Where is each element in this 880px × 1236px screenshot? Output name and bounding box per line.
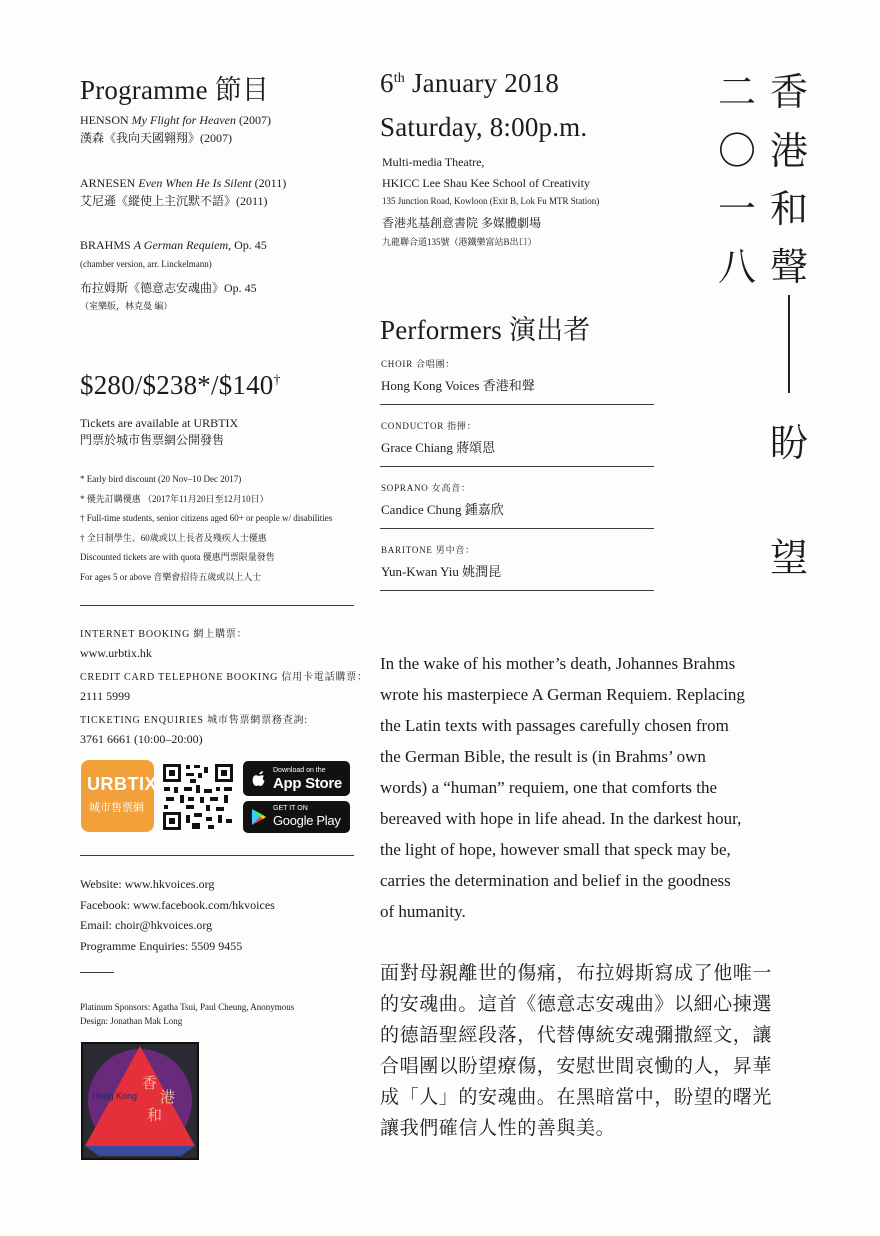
description-line: 的安魂曲。這首《德意志安魂曲》以細心揀選 (380, 994, 773, 1015)
performer-entry (381, 481, 504, 518)
sponsors-text: Platinum Sponsors: Agatha Tsui, Paul Cheung, Anonymous (80, 1002, 295, 1012)
programme-item-henson (80, 113, 271, 146)
google-play-small-text: GET IT ON (273, 805, 308, 812)
year-char: 八 (718, 247, 757, 289)
logo-text-en: Hong Kong (92, 1091, 138, 1101)
work-title-cn: 布拉姆斯《德意志安魂曲》Op. 45 (80, 281, 257, 295)
year-char: 二 (718, 72, 757, 114)
performer-name: Candice Chung 鍾嘉欣 (381, 502, 504, 517)
ticket-availability (80, 415, 238, 449)
logo-text-cn: 香 (142, 1076, 158, 1092)
work-opus: , Op. 45 (228, 238, 267, 252)
ticket-note: † 全日制學生、60歲或以上長者及殘疾人士優惠 (80, 532, 267, 543)
description-line: 成「人」的安魂曲。在黑暗當中，盼望的曙光 (380, 1087, 773, 1108)
divider (80, 605, 354, 606)
booking-info (80, 625, 368, 747)
ticket-note: * 優先訂購優惠 （2017年11月20日至12月10日） (80, 493, 269, 504)
description-line: wrote his masterpiece A German Requiem. Replacing (380, 685, 745, 704)
venue-line: Multi-media Theatre, (382, 155, 485, 169)
description-line: 面對母親離世的傷痛，布拉姆斯寫成了他唯一 (380, 963, 773, 984)
ticket-note: † Full-time students, senior citizens aged 60+ or people w/ disabilities (80, 513, 333, 523)
logo-text-cn: 港 (160, 1090, 176, 1106)
design-credit: Design: Jonathan Mak Long (80, 1016, 183, 1026)
description-line: the Latin texts with passages carefully chosen from (380, 716, 729, 735)
programme-item-arnesen (80, 176, 286, 209)
work-year: (2011) (254, 176, 287, 190)
description-en (380, 648, 820, 927)
phone-booking-number: 2111 5999 (80, 689, 131, 703)
google-play-icon (251, 808, 267, 826)
divider (80, 855, 354, 856)
divider (380, 528, 654, 529)
work-title: A German Requiem (133, 238, 229, 252)
performer-name: Yun-Kwan Yiu 姚潤昆 (381, 564, 502, 579)
programme-heading: Programme 節目 (80, 75, 270, 105)
composer: ARNESEN (80, 176, 136, 190)
vertical-dash (788, 295, 790, 393)
performer-role: CHOIR 合唱團： (381, 359, 456, 369)
ticketing-enquiries-number: 3761 6661 (10:00–20:00) (80, 732, 203, 746)
qr-code-icon[interactable] (162, 763, 234, 831)
title-char: 香 (770, 72, 809, 114)
contact-info (80, 874, 275, 956)
description-line: 的德語聖經段落，代替傳統安魂彌撒經文，讓 (380, 1025, 773, 1046)
ticketing-enquiries-label: TICKETING ENQUIRIES 城市售票網票務查詢: (80, 715, 308, 726)
venue-address: 135 Junction Road, Kowloon (Exit B, Lok Fu MTR Station) (382, 196, 600, 206)
urbtix-logo-cn: 城市售票網 (89, 801, 144, 814)
programme-item-brahms (80, 238, 267, 314)
description-line: of humanity. (380, 902, 466, 921)
internet-booking-link[interactable]: www.urbtix.hk (80, 646, 152, 660)
venue-cn: 香港兆基創意書院 多媒體劇場 (382, 216, 542, 230)
facebook-link[interactable]: Facebook: www.facebook.com/hkvoices (80, 897, 275, 912)
price-text: $280/$238*/$140 (80, 370, 274, 400)
event-date (380, 68, 559, 99)
ticket-note: For ages 5 or above 音樂會招待五歲或以上人士 (80, 571, 262, 582)
logo-text-cn: 和 (147, 1108, 163, 1124)
apple-icon (251, 769, 267, 788)
performer-role: BARITONE 男中音： (381, 545, 475, 555)
hong-kong-voices-logo (81, 1042, 199, 1160)
description-line: In the wake of his mother’s death, Johannes Brahms (380, 654, 736, 673)
hope-char: 盼 (770, 423, 809, 465)
title-char: 和 (770, 189, 809, 231)
app-store-badge[interactable] (243, 761, 350, 796)
title-char: 港 (770, 131, 809, 173)
credits (80, 1000, 294, 1028)
performer-name: Hong Kong Voices 香港和聲 (381, 378, 535, 393)
website-link[interactable]: Website: www.hkvoices.org (80, 877, 215, 891)
divider (380, 590, 654, 591)
composer: HENSON (80, 113, 129, 127)
description-line: the light of hope, however small that speck may be, (380, 840, 731, 859)
work-note-cn: （室樂版，林克曼 編） (80, 301, 173, 311)
divider (380, 466, 654, 467)
date-suffix: th (393, 71, 405, 86)
programme-enquiries: Programme Enquiries: 5509 9455 (80, 938, 243, 953)
work-note: (chamber version, arr. Linckelmann) (80, 259, 212, 269)
price-mark: † (273, 373, 281, 388)
work-title: Even When He Is Silent (138, 176, 252, 190)
internet-booking-label: INTERNET BOOKING 網上購票： (80, 629, 248, 640)
performer-role: CONDUCTOR 指揮： (381, 421, 477, 431)
urbtix-logo[interactable] (81, 760, 157, 832)
description-line: carries the determination and belief in the goodness (380, 871, 731, 890)
email-link[interactable]: Email: choir@hkvoices.org (80, 918, 213, 932)
work-year: (2007) (238, 113, 271, 127)
description-line: the German Bible, the result is (in Brahms’ own (380, 747, 706, 766)
description-line: bereaved with hope in life ahead. In the darkest hour, (380, 809, 742, 828)
phone-booking-label: CREDIT CARD TELEPHONE BOOKING 信用卡電話購票： (80, 672, 368, 683)
year-char: 一 (718, 189, 757, 231)
app-store-small-text: Download on the (273, 767, 326, 774)
short-divider (80, 972, 114, 973)
ticket-notes (80, 470, 332, 587)
work-title: My Flight for Heaven (131, 113, 236, 127)
performers-heading: Performers 演出者 (380, 315, 591, 345)
ticket-price (80, 370, 281, 401)
composer: BRAHMS (80, 238, 131, 252)
google-play-label: Google Play (273, 813, 341, 828)
performer-role: SOPRANO 女高音： (381, 483, 471, 493)
performer-entry (381, 357, 535, 394)
divider (380, 404, 654, 405)
work-title-cn: 漢森《我向天國翱翔》(2007) (80, 131, 232, 145)
date-month-year: January 2018 (405, 68, 560, 98)
venue (382, 155, 599, 248)
date-day: 6 (380, 68, 394, 98)
event-time: Saturday, 8:00p.m. (380, 112, 588, 142)
ticket-note: * Early bird discount (20 Nov–10 Dec 2017) (80, 474, 242, 484)
app-store-label: App Store (273, 775, 342, 792)
performer-entry (381, 543, 501, 580)
description-line: words) a “human” requiem, one that comforts the (380, 778, 718, 797)
performer-entry (381, 419, 495, 456)
venue-line: HKICC Lee Shau Kee School of Creativity (382, 176, 590, 190)
google-play-badge[interactable] (243, 801, 350, 833)
venue-address-cn: 九龍聯合道135號（港鐵樂富站B出口） (382, 237, 537, 247)
availability-cn: 門票於城市售票網公開發售 (80, 433, 225, 447)
title-char: 聲 (770, 247, 809, 289)
ticket-note: Discounted tickets are with quota 優惠門票限量發售 (80, 552, 275, 562)
description-cn (380, 958, 820, 1144)
urbtix-logo-text: URBTIX (87, 774, 157, 794)
availability-en: Tickets are available at URBTIX (80, 416, 239, 430)
description-line: 讓我們確信人性的善與美。 (380, 1118, 616, 1139)
year-char: 〇 (718, 131, 757, 173)
performer-name: Grace Chiang 蔣頌恩 (381, 440, 496, 455)
work-title-cn: 艾尼遜《縱使上主沉默不語》(2011) (80, 194, 268, 208)
description-line: 合唱團以盼望療傷，安慰世間哀慟的人，昇華 (380, 1056, 773, 1077)
hope-char: 望 (770, 538, 809, 580)
